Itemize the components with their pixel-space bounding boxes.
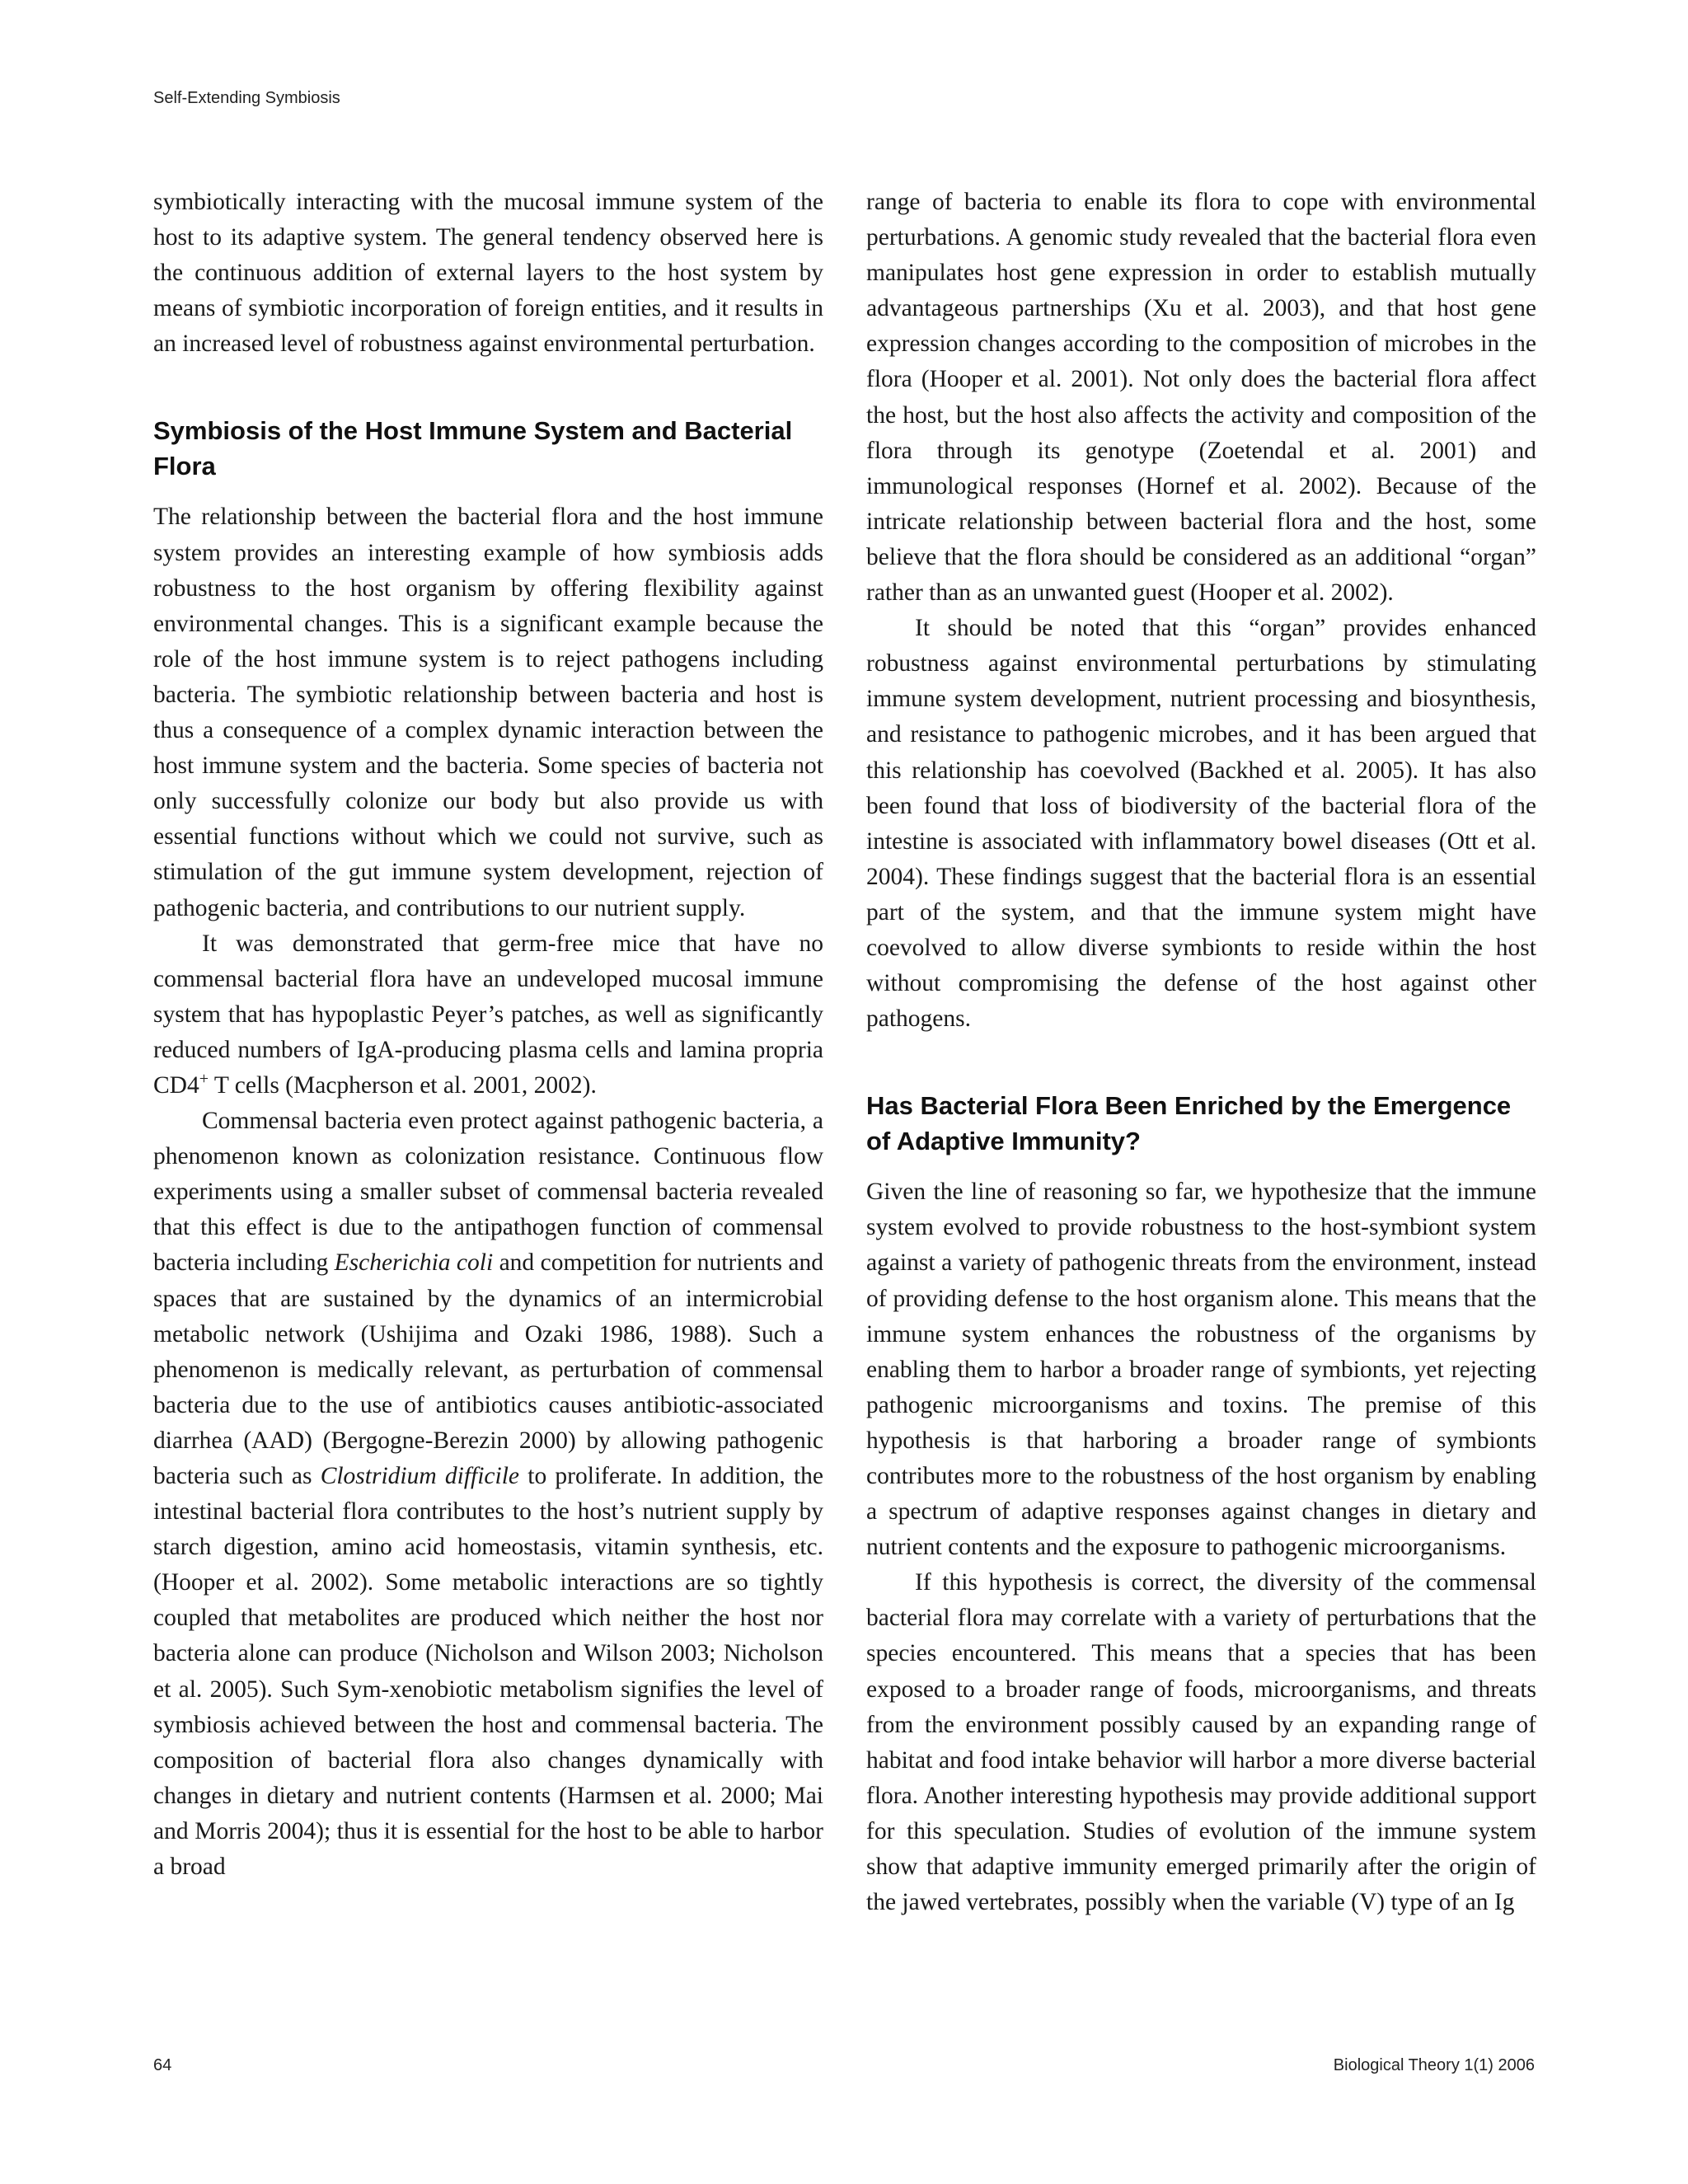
left-column: [153, 185, 823, 1885]
journal-citation: Biological Theory 1(1) 2006: [1333, 2056, 1535, 2074]
text-span: T cells (Macpherson et al. 2001, 2002).: [209, 1071, 597, 1099]
right-column: [866, 185, 1536, 1920]
paragraph: It should be noted that this “organ” provides enhanced robustness against environmental perturbations by stimulating immune system development, nutrient processing and biosynthesis, and resistance to pathogenic microbes, and it has been argued that this relationship has coevolved (Backhed et al. 2005). It has also been found that loss of biodiversity of the bacterial flora of the intestine is associated with inflammatory bowel diseases (Ott et al. 2004). These findings suggest that the bacterial flora is an essential part of the system, and that the immune system might have coevolved to allow diverse symbionts to reside within the host without compromising the defense of the host against other pathogens.: [866, 615, 1536, 1033]
paragraph: [153, 926, 823, 1104]
superscript: +: [199, 1069, 209, 1088]
section-heading: Has Bacterial Flora Been Enriched by the Emergence of Adaptive Immunity?: [866, 1091, 1512, 1156]
species-name: Clostridium difficile: [320, 1463, 520, 1489]
paragraph: range of bacteria to enable its flora to cope with environmental perturbations. A genomic study revealed that the bacterial flora even manipulates host gene expression in order to establish mutually advantageous partnerships (Xu et al. 2003), and that host gene expression changes according to the composition of microbes in the flora (Hooper et al. 2001). Not only does the bacterial flora affect the host, but the host also affects the activity and composition of the flora through its genotype (Zoetendal et al. 2001) and immunological responses (Hornef et al. 2002). Because of the intricate relationship between bacterial flora and the host, some believe that the flora should be considered as an additional “organ” rather than as an unwanted guest (Hooper et al. 2002).: [866, 189, 1536, 607]
paragraph: symbiotically interacting with the mucosal immune system of the host to its adaptive system. The general tendency observed here is the continuous addition of external layers to the host system by means of symbiotic incorporation of foreign entities, and it results in an increased level of robustness against environmental perturbation.: [153, 189, 823, 358]
paragraph: If this hypothesis is correct, the diversity of the commensal bacterial flora may correlate with a variety of perturbations that the species encountered. This means that a species that has been exposed to a broader range of foods, microorganisms, and threats from the environment possibly caused by an expanding range of habitat and food intake behavior will harbor a more diverse bacterial flora. Another interesting hypothesis may provide additional support for this speculation. Studies of evolution of the immune system show that adaptive immunity emerged primarily after the origin of the jawed vertebrates, possibly when the variable (V) type of an Ig: [866, 1569, 1536, 1916]
species-name: Escherichia coli: [334, 1249, 494, 1277]
text-span: to proliferate. In addition, the intestinal bacterial flora contributes to the host’s nutrient supply by starch digestion, amino acid homeostasis, vitamin synthesis, etc. (Hooper et al. 2002). Some metabolic interactions are so tightly coupled that metabolites are produced which neither the host nor bacteria alone can produce (Nicholson and Wilson 2003; Nicholson et al. 2005). Such Sym-xenobiotic metabolism signifies the level of symbiosis achieved between the host and commensal bacteria. The composition of bacterial flora also changes dynamically with changes in dietary and nutrient contents (Harmsen et al. 2000; Mai and Morris 2004); thus it is essential for the host to be able to harbor a broad: [153, 1463, 823, 1881]
paragraph: [153, 1104, 823, 1885]
section-heading: Symbiosis of the Host Immune System and Bacterial Flora: [153, 416, 793, 481]
page-number: 64: [153, 2056, 172, 2074]
text-span: Commensal bacteria even protect against pathogenic bacteria, a phenomenon known as colonization resistance. Continuous flow experiments using a smaller subset of commensal bacteria revealed that this effect is due to the antipathogen function of commensal bacteria including: [153, 1108, 823, 1277]
text-span: and competition for nutrients and spaces that are sustained by the dynamics of an intermicrobial metabolic network (Ushijima and Ozaki 1986, 1988). Such a phenomenon is medically relevant, as perturbation of commensal bacteria due to the use of antibiotics causes antibiotic-associated diarrhea (AAD) (Bergogne-Berezin 2000) by allowing pathogenic bacteria such as: [153, 1249, 823, 1489]
paragraph: Given the line of reasoning so far, we hypothesize that the immune system evolved to provide robustness to the host-symbiont system against a variety of pathogenic threats from the environment, instead of providing defense to the host organism alone. This means that the immune system enhances the robustness of the organisms by enabling them to harbor a broader range of symbionts, yet rejecting pathogenic microorganisms and toxins. The premise of this hypothesis is that harboring a broader range of symbionts contributes more to the robustness of the host organism by enabling a spectrum of adaptive responses against changes in dietary and nutrient contents and the exposure to pathogenic microorganisms.: [866, 1179, 1536, 1561]
text-span: It was demonstrated that germ-free mice that have no commensal bacterial flora have an undeveloped mucosal immune system that has hypoplastic Peyer’s patches, as well as significantly reduced numbers of IgA-producing plasma cells and lamina propria CD4: [153, 930, 823, 1099]
paragraph: The relationship between the bacterial flora and the host immune system provides an interesting example of how symbiosis adds robustness to the host organism by offering flexibility against environmental changes. This is a significant example because the role of the host immune system is to reject pathogens including bacteria. The symbiotic relationship between bacteria and host is thus a consequence of a complex dynamic interaction between the host immune system and the bacteria. Some species of bacteria not only successfully colonize our body but also provide us with essential functions without which we could not survive, such as stimulation of the gut immune system development, rejection of pathogenic bacteria, and contributions to our nutrient supply.: [153, 504, 823, 921]
running-head: Self-Extending Symbiosis: [153, 89, 340, 107]
